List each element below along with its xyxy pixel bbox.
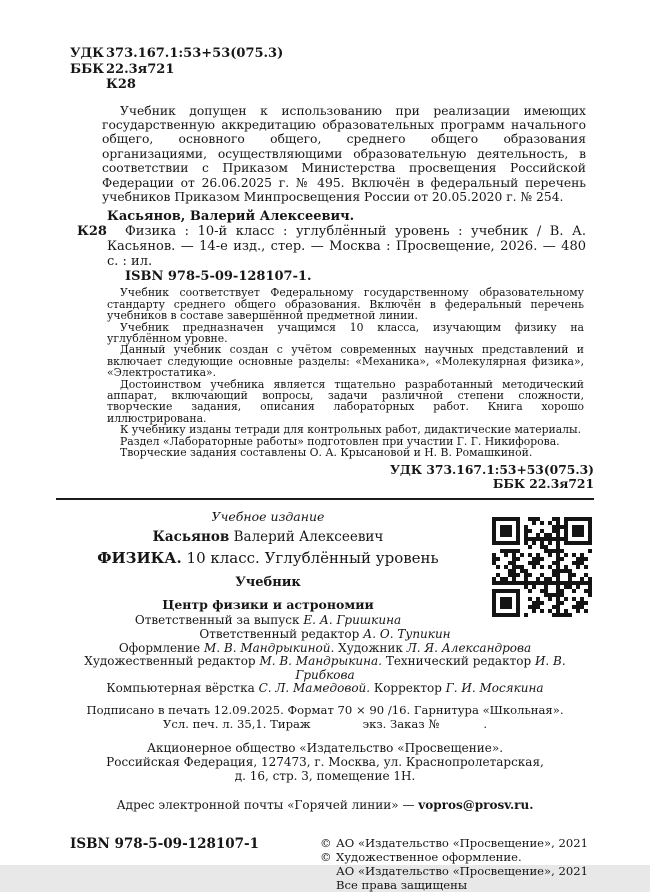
- print-info-line: Подписано в печать 12.09.2025. Формат 70 × 90 /16. Гарнитура «Школьная».: [86, 703, 564, 717]
- publisher-address: [56, 741, 594, 783]
- annotation-paragraph: Учебник соответствует Федеральному государственному образовательному стандарту среднего общего образования. Включён в федеральный перечень учебников в составе завершённой предметной линии.: [107, 286, 584, 323]
- annotation-block: [107, 287, 584, 458]
- staff-line: Компьютерная вёрстка С. Л. Мамедовой. Корректор Г. И. Мосякина: [106, 681, 544, 696]
- copyright-block: [320, 836, 588, 892]
- divider-rule: [56, 498, 594, 500]
- annotation-paragraph: Раздел «Лабораторные работы» подготовлен при участии Г. Г. Никифорова.: [120, 434, 560, 448]
- print-info-line: Усл. печ. л. 35,1. Тираж экз. Заказ № .: [162, 716, 488, 731]
- publisher-line: Акционерное общество «Издательство «Просвещение».: [146, 740, 504, 755]
- staff-credits: [56, 614, 594, 696]
- annotation-paragraph: Учебник предназначен учащимся 10 класса, изучающим физику на углублённом уровне.: [107, 320, 584, 345]
- udk-label: УДК: [70, 46, 104, 61]
- udk-line: [70, 46, 594, 62]
- staff-line: Художественный редактор М. В. Мандрыкина. Технический редактор И. В. Грибкова: [84, 654, 566, 682]
- print-info: [56, 704, 594, 732]
- hotline-email: vopros@prosv.ru.: [418, 797, 534, 812]
- card-author-sign: К28: [77, 224, 107, 240]
- author-sign-code: К28: [106, 77, 136, 92]
- imprint-subtitle: Учебник: [235, 575, 301, 591]
- annotation-paragraph: Достоинством учебника является тщательно разработанный методический аппарат, включающий вопросы, задачи различной степени сложности, творческие задания, описания лабораторных работ. Книга хорошо иллюстрирована.: [107, 377, 584, 425]
- bbk-value: 22.3я721: [106, 61, 175, 77]
- footer-isbn: ISBN 978-5-09-128107-1: [70, 835, 260, 852]
- bbk-label: ББК: [70, 61, 105, 77]
- copyright-line: АО «Издательство «Просвещение», 2021: [335, 863, 588, 878]
- udk-value: 373.167.1:53+53(075.3): [106, 46, 284, 61]
- classification-codes-right: [56, 463, 594, 491]
- colophon: [56, 509, 594, 811]
- annotation-paragraph: Данный учебник создан с учётом современных научных представлений и включает следующие основные разделы: «Механика», «Молекулярная физика», «Электростатика».: [107, 343, 584, 380]
- publishing-center: Центр физики и астрономии: [162, 597, 374, 613]
- admission-paragraph: Учебник допущен к использованию при реализации имеющих государственную аккредитацию образовательных программ начального общего, основного общего, среднего общего образования организациями, осуществляющими образовательную деятельность, в соответствии с Приказом Министерства просвещения Российской Федерации от 26.06.2025 г. № 495. Включён в федеральный перечень учебников Приказом Минпросвещения России от 20.05.2020 г. № 254.: [102, 103, 586, 204]
- copyright-line: Все права защищены: [335, 877, 468, 892]
- publisher-line: д. 16, стр. 3, помещение 1Н.: [234, 768, 416, 783]
- bbk-right: ББК 22.3я721: [492, 476, 594, 492]
- card-description: Физика : 10-й класс : углублённый уровень : учебник / В. А. Касьянов. — 14-е изд., стер. — Москва : Просвещение, 2026. — 480 с. : ил.: [107, 224, 586, 270]
- annotation-paragraph: К учебнику изданы тетради для контрольных работ, дидактические материалы.: [120, 423, 582, 437]
- footer: [56, 836, 594, 892]
- imprint-title: ФИЗИКА. 10 класс. Углублённый уровень: [97, 549, 439, 568]
- catalogue-card: [77, 209, 586, 285]
- annotation-paragraph: Творческие задания составлены О. А. Крысановой и Н. В. Ромашкиной.: [120, 446, 533, 460]
- copyright-line: © Художественное оформление.: [319, 849, 522, 864]
- staff-line: Ответственный за выпуск Е. А. Гришкина: [134, 613, 402, 628]
- card-author: Касьянов, Валерий Алексеевич.: [107, 209, 355, 225]
- copyright-line: © АО «Издательство «Просвещение», 2021: [319, 835, 588, 850]
- bbk-line: [70, 62, 594, 78]
- staff-line: Оформление М. В. Мандрыкиной. Художник Л. Я. Александрова: [118, 640, 532, 655]
- hotline-email-line: Адрес электронной почты «Горячей линии» — vopros@prosv.ru.: [116, 797, 534, 812]
- staff-line: Ответственный редактор А. О. Тупикин: [199, 627, 451, 642]
- imprint-author: Касьянов Валерий Алексеевич: [152, 529, 384, 546]
- card-isbn: ISBN 978-5-09-128107-1.: [125, 269, 312, 285]
- qr-code: [490, 515, 594, 619]
- udk-right: УДК 373.167.1:53+53(075.3): [389, 462, 594, 478]
- classification-codes-top: [70, 46, 594, 93]
- edition-type: Учебное издание: [211, 509, 325, 525]
- publisher-line: Российская Федерация, 127473, г. Москва, ул. Краснопролетарская,: [106, 754, 544, 769]
